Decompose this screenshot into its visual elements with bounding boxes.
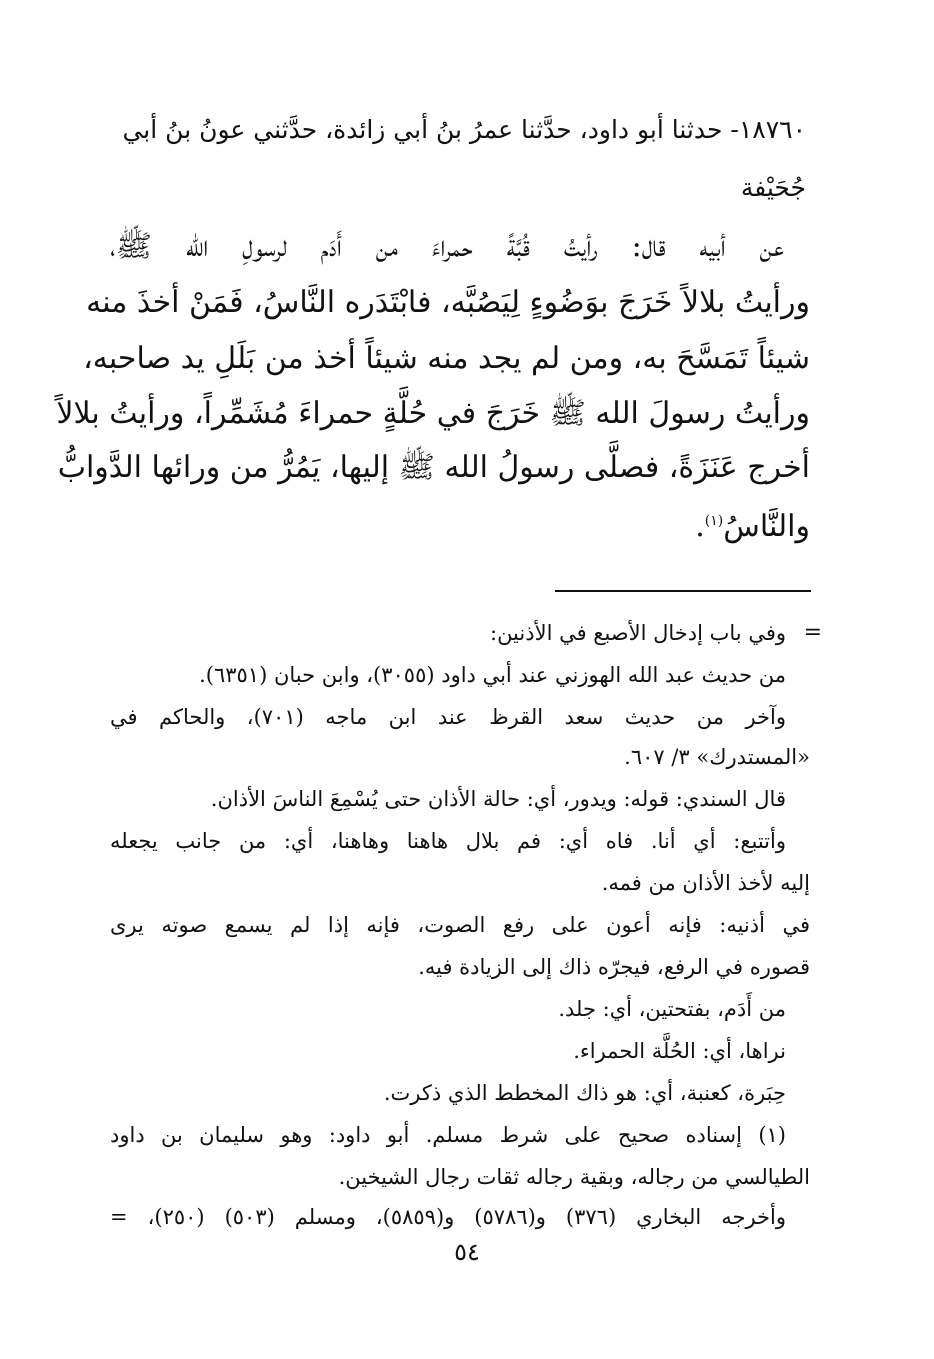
footnote-line: وآخر من حديث سعد القرظ عند ابن ماجه (٧٠١)، والحاكم في bbox=[110, 705, 786, 729]
hadith-isnad-line-2: جُحَيْفة bbox=[740, 173, 806, 202]
matn-line: والنَّاسُ bbox=[723, 509, 810, 544]
matn-line: أخرج عَنَزَةً، فصلَّى رسولُ الله ﷺ إليها، يَمُرُّ من ورائها الدَّوابُّ bbox=[57, 450, 810, 485]
footnote-line: الطيالسي من رجاله، وبقية رجاله ثقات رجال الشيخين. bbox=[338, 1165, 810, 1189]
footnote-line: «المستدرك» ٣/ ٦٠٧. bbox=[624, 745, 810, 769]
isnad-text: حدثنا أبو داود، حدَّثنا عمرُ بنُ أبي زائدة، حدَّثني عونُ بنُ أبي bbox=[122, 115, 723, 144]
footnote-line: وأخرجه البخاري (٣٧٦) و(٥٧٨٦) و(٥٨٥٩)، ومسلم (٥٠٣) (٢٥٠)، = bbox=[110, 1205, 786, 1229]
footnote-line: وأتتبع: أي أنا. فاه أي: فم بلال هاهنا وهاهنا، أي: من جانب يجعله bbox=[110, 829, 786, 853]
matn-line: عن أبيه قال: رأيتُ قُبَّةً حمراءَ من أَدَم لرسولِ الله ﷺ، bbox=[110, 229, 784, 264]
hadith-number: ١٨٧٦٠- bbox=[730, 115, 806, 144]
matn-line: ورأيتُ رسولَ الله ﷺ خَرَجَ في حُلَّةٍ حمراءَ مُشَمِّراً، ورأيتُ بلالاً bbox=[56, 396, 810, 431]
matn-last-line bbox=[110, 496, 810, 552]
footnote-line: قصوره في الرفع، فيجرّه ذاك إلى الزيادة فيه. bbox=[418, 955, 810, 979]
footnote-line: من حديث عبد الله الهوزني عند أبي داود (٣٠٥٥)، وابن حبان (٦٣٥١). bbox=[199, 663, 786, 687]
footnote-line: إليه لأخذ الأذان من فمه. bbox=[601, 871, 810, 895]
footnote-ref: (١) bbox=[704, 513, 724, 529]
footnote-line: (١) إسناده صحيح على شرط مسلم. أبو داود: وهو سليمان بن داود bbox=[110, 1123, 786, 1147]
footnote-separator bbox=[555, 590, 811, 592]
footnote-continuation-mark: = bbox=[803, 620, 822, 645]
footnote-line: قال السندي: قوله: ويدور، أي: حالة الأذان حتى يُسْمِعَ الناسَ الأذان. bbox=[210, 787, 786, 811]
matn-line: شيئاً تَمَسَّحَ به، ومن لم يجد منه شيئاً أخذ من بَلَلِ يد صاحبه، bbox=[83, 341, 810, 376]
footnote-line: نراها، أي: الحُلَّة الحمراء. bbox=[573, 1039, 786, 1063]
page-number: ٥٤ bbox=[454, 1238, 480, 1266]
footnote-line: وفي باب إدخال الأصبع في الأذنين: bbox=[490, 621, 786, 645]
footnote-line: من أَدَم، بفتحتين، أي: جلد. bbox=[558, 997, 786, 1021]
footnote-line: حِبَرة، كعنبة، أي: هو ذاك المخطط الذي ذكرت. bbox=[383, 1081, 786, 1105]
footnote-line: في أذنيه: فإنه أعون على رفع الصوت، فإنه إذا لم يسمع صوته يرى bbox=[110, 913, 810, 937]
matn-line: ورأيتُ بلالاً خَرَجَ بوَضُوءٍ لِيَصُبَّه، فابْتَدَره النَّاسُ، فَمَنْ أخذَ منه bbox=[86, 285, 810, 320]
hadith-isnad-line-1 bbox=[106, 110, 806, 150]
matn-end-mark: . bbox=[695, 509, 705, 544]
